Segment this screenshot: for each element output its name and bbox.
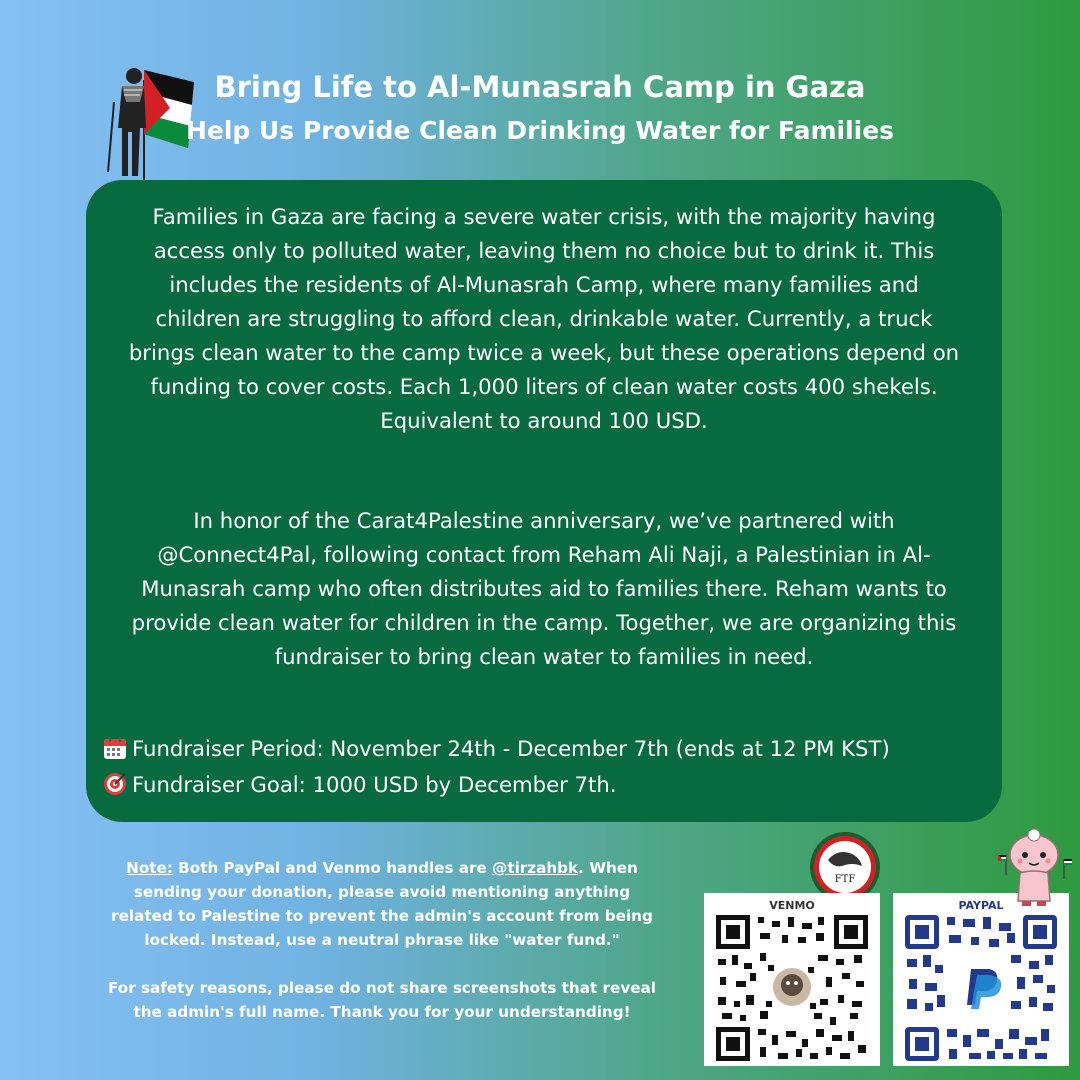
note-label: Note: xyxy=(126,859,173,877)
note-line: related to Palestine to prevent the admin's account from being xyxy=(111,907,653,925)
crisis-paragraph xyxy=(102,200,986,438)
para1-line: brings clean water to the camp twice a week, but these operations depend on xyxy=(128,340,960,365)
note-line: the admin's full name. Thank you for your understanding! xyxy=(133,1003,631,1021)
para1-line: access only to polluted water, leaving them no choice but to drink it. This xyxy=(153,238,935,263)
venmo-label: VENMO xyxy=(769,899,815,912)
period-text: Fundraiser Period: November 24th - December 7th (ends at 12 PM KST) xyxy=(132,736,890,761)
note-text: Both PayPal and Venmo handles are xyxy=(172,859,493,877)
para1-line: includes the residents of Al-Munasrah Camp, where many families and xyxy=(169,272,919,297)
note-text: . When xyxy=(578,859,638,877)
venmo-qr-card[interactable] xyxy=(704,893,880,1066)
paypal-label: PAYPAL xyxy=(958,899,1004,912)
note-line: sending your donation, please avoid mentioning anything xyxy=(133,883,631,901)
para1-line: funding to cover costs. Each 1,000 liters of clean water costs 400 shekels. xyxy=(150,374,938,399)
para2-line: provide clean water for children in the camp. Together, we are organizing this xyxy=(131,610,957,635)
paypal-qr-code[interactable] xyxy=(905,915,1057,1061)
paypal-qr-card[interactable] xyxy=(893,893,1069,1066)
seal-text: FTF xyxy=(834,874,856,885)
info-card xyxy=(86,180,1002,822)
para1-line: children are struggling to afford clean, drinkable water. Currently, a truck xyxy=(155,306,933,331)
fundraiser-period xyxy=(102,732,986,766)
note-line: For safety reasons, please do not share screenshots that reveal xyxy=(108,979,656,997)
note-line: locked. Instead, use a neutral phrase like "water fund." xyxy=(144,931,620,949)
para2-line: Munasrah camp who often distributes aid to families there. Reham wants to xyxy=(141,576,947,601)
para1-line: Equivalent to around 100 USD. xyxy=(380,408,708,433)
mascot-character-icon xyxy=(998,825,1072,907)
target-icon xyxy=(102,772,128,796)
payment-handle-link[interactable]: @tirzahbk xyxy=(492,859,579,877)
calendar-icon xyxy=(102,736,128,760)
page-title: Bring Life to Al-Munasrah Camp in Gaza xyxy=(214,70,866,104)
para2-line: fundraiser to bring clean water to families in need. xyxy=(274,644,814,669)
para1-line: Families in Gaza are facing a severe water crisis, with the majority having xyxy=(152,204,936,229)
page-subtitle: Help Us Provide Clean Drinking Water for Families xyxy=(185,116,895,145)
para2-line: @Connect4Pal, following contact from Reham Ali Naji, a Palestinian in Al- xyxy=(157,542,931,567)
goal-text: Fundraiser Goal: 1000 USD by December 7th. xyxy=(132,772,617,797)
venmo-qr-code[interactable] xyxy=(716,915,868,1061)
para2-line: In honor of the Carat4Palestine anniversary, we’ve partnered with xyxy=(193,508,895,533)
partnership-paragraph xyxy=(102,504,986,674)
donation-note xyxy=(88,856,676,1024)
fundraiser-goal xyxy=(102,768,986,802)
